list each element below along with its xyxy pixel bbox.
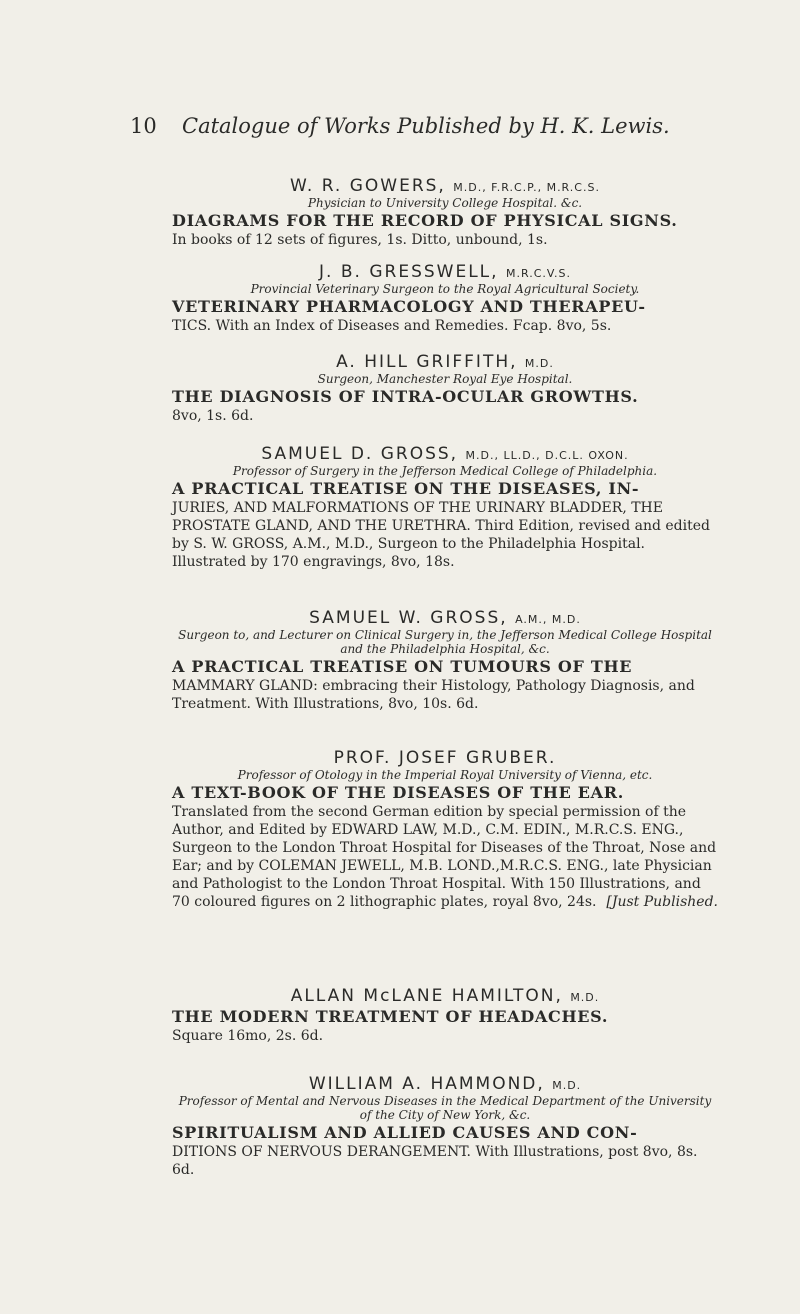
author-affiliation: Professor of Mental and Nervous Diseases in the Medical Department of the University of the City of New York, &c. <box>178 1094 712 1122</box>
book-title: VETERINARY PHARMACOLOGY AND THERAPEU- <box>172 297 646 316</box>
book-details <box>172 803 718 911</box>
book-title: A PRACTICAL TREATISE ON THE DISEASES, IN- <box>172 479 640 498</box>
author-name: W. R. GOWERS, <box>290 176 446 196</box>
catalogue-entry <box>172 748 718 911</box>
author-line <box>172 176 718 196</box>
author-degrees: M.D. <box>524 357 554 370</box>
catalogue-entry <box>172 176 718 249</box>
author-line <box>172 986 718 1006</box>
book-details: 8vo, 1s. 6d. <box>172 408 254 424</box>
publication-note: [Just Published. <box>606 894 718 910</box>
book-title: A PRACTICAL TREATISE ON TUMOURS OF THE <box>172 657 633 676</box>
author-degrees: A.M., M.D. <box>515 613 581 626</box>
author-name: WILLIAM A. HAMMOND, <box>308 1074 545 1094</box>
book-details: MAMMARY GLAND: embracing their Histology, Pathology Diagnosis, and Treatment. With Illustrations, 8vo, 10s. 6d. <box>172 678 695 712</box>
catalogue-entry <box>172 986 718 1045</box>
book-title: SPIRITUALISM AND ALLIED CAUSES AND CON- <box>172 1123 638 1142</box>
book-details-text: Translated from the second German edition by special permission of the Author, and Edited by EDWARD LAW, M.D., C.M. EDIN., M.R.C.S. ENG., Surgeon to the London Throat Hospital for Diseases of the Throat, Nose and Ear; and by COLEMAN JEWELL, M.B. LOND.,M.R.C.S. ENG., late Physician and Pathologist to the London Throat Hospital. With 150 Illustrations, and 70 coloured figures on 2 lithographic plates, royal 8vo, 24s. <box>172 804 717 910</box>
author-name: SAMUEL W. GROSS, <box>309 608 508 628</box>
author-name: J. B. GRESSWELL, <box>319 262 499 282</box>
author-name: SAMUEL D. GROSS, <box>261 444 459 464</box>
catalogue-entry <box>172 1074 718 1179</box>
author-line <box>172 444 718 464</box>
author-affiliation: Provincial Veterinary Surgeon to the Royal Agricultural Society. <box>250 282 640 296</box>
author-degrees: M.D., F.R.C.P., M.R.C.S. <box>453 181 600 194</box>
author-affiliation: Surgeon, Manchester Royal Eye Hospital. <box>317 372 573 386</box>
author-line <box>172 608 718 628</box>
catalogue-entry <box>172 352 718 425</box>
book-details: DITIONS OF NERVOUS DERANGEMENT. With Illustrations, post 8vo, 8s. 6d. <box>172 1144 698 1178</box>
book-details: JURIES, AND MALFORMATIONS OF THE URINARY BLADDER, THE PROSTATE GLAND, AND THE URETHRA. Third Edition, revised and edited by S. W. GROSS, A.M., M.D., Surgeon to the Philadelphia Hospital. Illustrated by 170 engravings, 8vo, 18s. <box>172 500 710 570</box>
book-title: THE MODERN TREATMENT OF HEADACHES. <box>172 1007 609 1026</box>
author-name: ALLAN McLANE HAMILTON, <box>290 986 563 1006</box>
author-degrees: M.D. <box>552 1079 582 1092</box>
author-affiliation: Physician to University College Hospital. &c. <box>307 196 583 210</box>
author-line <box>172 262 718 282</box>
author-degrees: M.D. <box>570 991 600 1004</box>
book-title: THE DIAGNOSIS OF INTRA-OCULAR GROWTHS. <box>172 387 639 406</box>
catalogue-entry <box>172 262 718 335</box>
author-affiliation: Professor of Surgery in the Jefferson Medical College of Philadelphia. <box>232 464 658 478</box>
catalogue-entry <box>172 444 718 571</box>
book-title: A TEXT-BOOK OF THE DISEASES OF THE EAR. <box>172 783 625 802</box>
book-details: In books of 12 sets of figures, 1s. Ditto, unbound, 1s. <box>172 232 548 248</box>
author-line <box>172 1074 718 1094</box>
author-affiliation: Surgeon to, and Lecturer on Clinical Surgery in, the Jefferson Medical College Hospital and the Philadelphia Hospital, &c. <box>178 628 712 656</box>
author-affiliation: Professor of Otology in the Imperial Royal University of Vienna, etc. <box>237 768 653 782</box>
book-details: Square 16mo, 2s. 6d. <box>172 1028 324 1044</box>
author-degrees: M.R.C.V.S. <box>505 267 571 280</box>
author-line <box>172 352 718 372</box>
author-name: A. HILL GRIFFITH, <box>336 352 518 372</box>
page-number: 10 <box>130 114 157 138</box>
author-name: PROF. JOSEF GRUBER. <box>333 748 557 768</box>
author-line <box>172 748 718 768</box>
book-title: DIAGRAMS FOR THE RECORD OF PHYSICAL SIGNS. <box>172 211 678 230</box>
author-degrees: M.D., LL.D., D.C.L. OXON. <box>465 449 629 462</box>
running-title: Catalogue of Works Published by H. K. Lewis. <box>182 114 670 138</box>
book-details: TICS. With an Index of Diseases and Remedies. Fcap. 8vo, 5s. <box>172 318 612 334</box>
catalogue-entry <box>172 608 718 713</box>
page-header <box>130 114 690 142</box>
